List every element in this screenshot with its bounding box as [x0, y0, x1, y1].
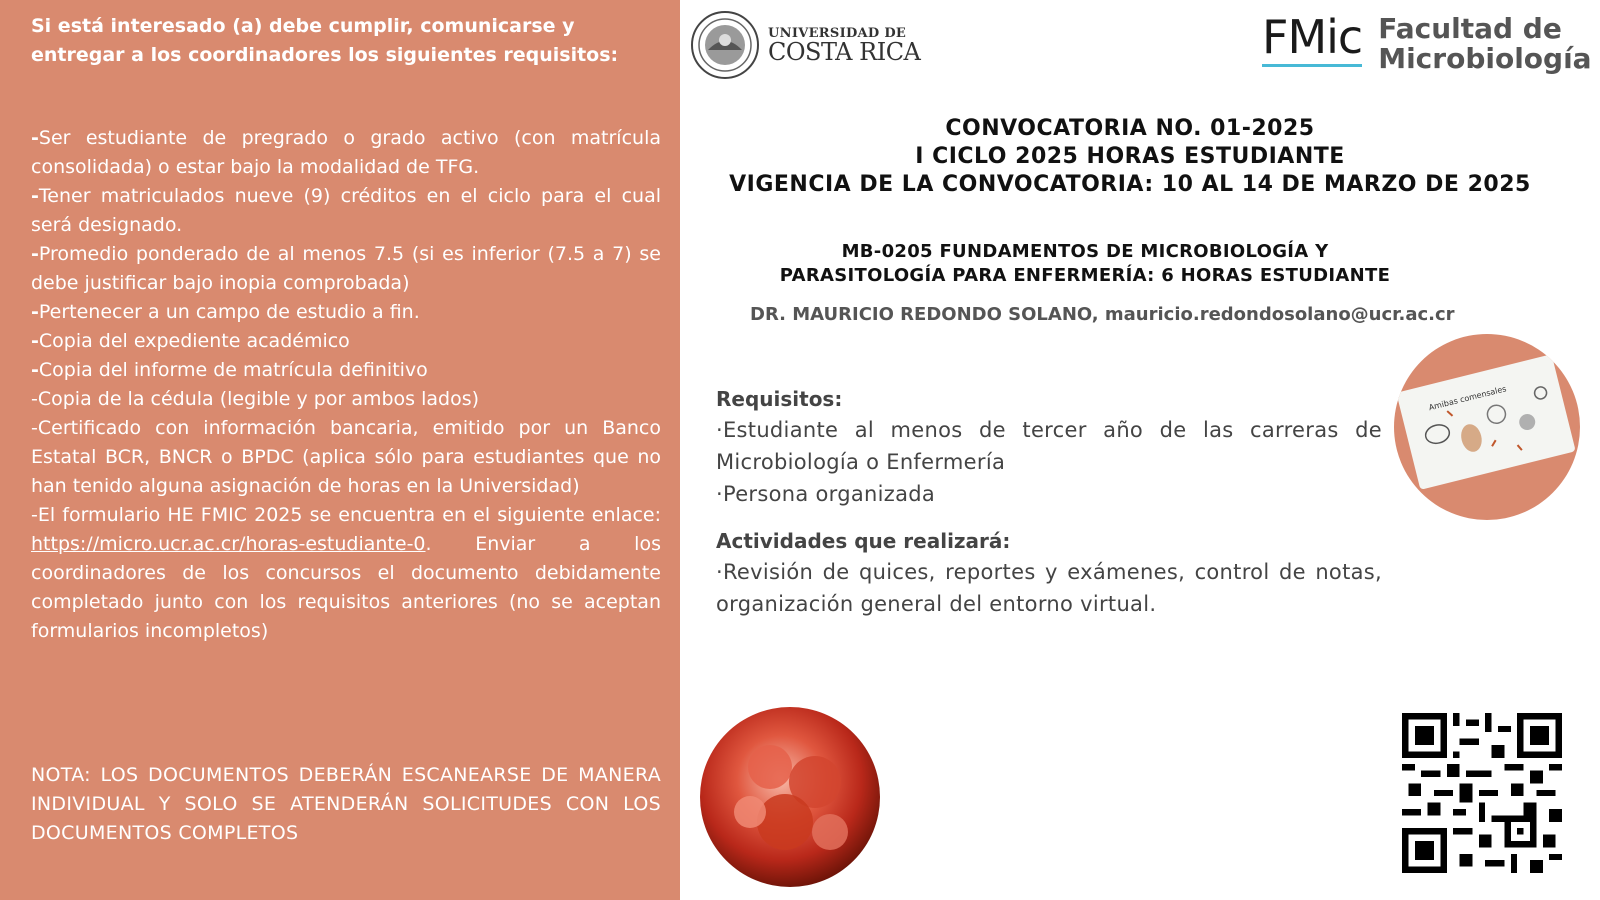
- requisitos-section: [716, 384, 1382, 510]
- qr-code[interactable]: [1402, 713, 1562, 873]
- requisito-item: ·Estudiante al menos de tercer año de las carreras de Microbiología o Enfermería: [716, 418, 1382, 474]
- ucr-name-small: UNIVERSIDAD DE: [768, 25, 907, 41]
- professor-contact: DR. MAURICIO REDONDO SOLANO, mauricio.redondosolano@ucr.ac.cr: [750, 304, 1455, 325]
- course-line-1: MB-0205 FUNDAMENTOS DE MICROBIOLOGÍA Y: [841, 241, 1329, 262]
- requirement-item: -Pertenecer a un campo de estudio a fin.: [31, 301, 420, 323]
- virus-illustration-icon: [700, 707, 880, 887]
- requirement-item: -Ser estudiante de pregrado o grado activo (con matrícula consolidada) o estar bajo la modalidad de TFG.: [31, 127, 661, 178]
- title-line-2: I CICLO 2025 HORAS ESTUDIANTE: [915, 144, 1345, 169]
- actividades-section: [716, 526, 1382, 620]
- requirement-item: -Copia del expediente académico: [31, 330, 350, 352]
- nota-text: NOTA: LOS DOCUMENTOS DEBERÁN ESCANEARSE DE MANERA INDIVIDUAL Y SOLO SE ATENDERÁN SOLICITUDES CON LOS DOCUMENTOS COMPLETOS: [31, 764, 661, 844]
- requirement-item: -Copia del informe de matrícula definitivo: [31, 359, 428, 381]
- actividad-item: ·Revisión de quices, reportes y exámenes, control de notas, organización general del entorno virtual.: [716, 560, 1382, 616]
- requisito-item: ·Persona organizada: [716, 482, 936, 506]
- actividades-heading: Actividades que realizará:: [716, 529, 1011, 553]
- intro-text: Si está interesado (a) debe cumplir, comunicarse y entregar a los coordinadores los siguientes requisitos:: [31, 15, 619, 66]
- fmic-mark-text: FMic: [1262, 10, 1363, 64]
- requirement-item: -Tener matriculados nueve (9) créditos en el ciclo para el cual será designado.: [31, 185, 661, 236]
- ucr-logo: [690, 10, 920, 80]
- left-panel: [0, 0, 680, 900]
- call-title: [700, 115, 1560, 199]
- course-line-2: PARASITOLOGÍA PARA ENFERMERÍA: 6 HORAS ESTUDIANTE: [779, 265, 1391, 286]
- requirements-list: [31, 124, 661, 646]
- form-requirement: -El formulario HE FMIC 2025 se encuentra en el siguiente enlace: https://micro.ucr.ac.cr/horas-estudiante-0. Enviar a los coordinadores de los concursos el documento debidamente completado junto con los requisitos anteriores (no se aceptan formularios incompletos): [31, 504, 661, 642]
- amoeba-card: [1396, 354, 1575, 490]
- fmic-name-line1: Facultad de: [1378, 12, 1562, 45]
- amoeba-illustration-icon: [1396, 354, 1575, 490]
- ucr-name-big: COSTA RICA: [768, 37, 921, 66]
- amoeba-image: [1394, 334, 1580, 520]
- title-line-1: CONVOCATORIA NO. 01-2025: [945, 116, 1315, 141]
- ucr-seal-icon: [690, 10, 760, 80]
- fmic-bar: [1262, 64, 1362, 67]
- microorganism-image: [700, 707, 880, 887]
- amoeba-card-label: Amibas comensales: [1427, 384, 1508, 413]
- requisitos-heading: Requisitos:: [716, 387, 843, 411]
- requirement-item: -Certificado con información bancaria, emitido por un Banco Estatal BCR, BNCR o BPDC (aplica sólo para estudiantes que no han tenido alguna asignación de horas en la Universidad): [31, 417, 661, 497]
- requirement-item: -Copia de la cédula (legible y por ambos lados): [31, 388, 480, 410]
- requirement-item: -Promedio ponderado de al menos 7.5 (si es inferior (7.5 a 7) se debe justificar bajo inopia comprobada): [31, 243, 661, 294]
- fmic-name-line2: Microbiología: [1378, 42, 1592, 75]
- form-link[interactable]: https://micro.ucr.ac.cr/horas-estudiante-0: [31, 533, 426, 555]
- title-line-3: VIGENCIA DE LA CONVOCATORIA: 10 AL 14 DE MARZO DE 2025: [729, 172, 1531, 197]
- fmic-logo: [1262, 10, 1592, 75]
- course-title: [700, 240, 1470, 288]
